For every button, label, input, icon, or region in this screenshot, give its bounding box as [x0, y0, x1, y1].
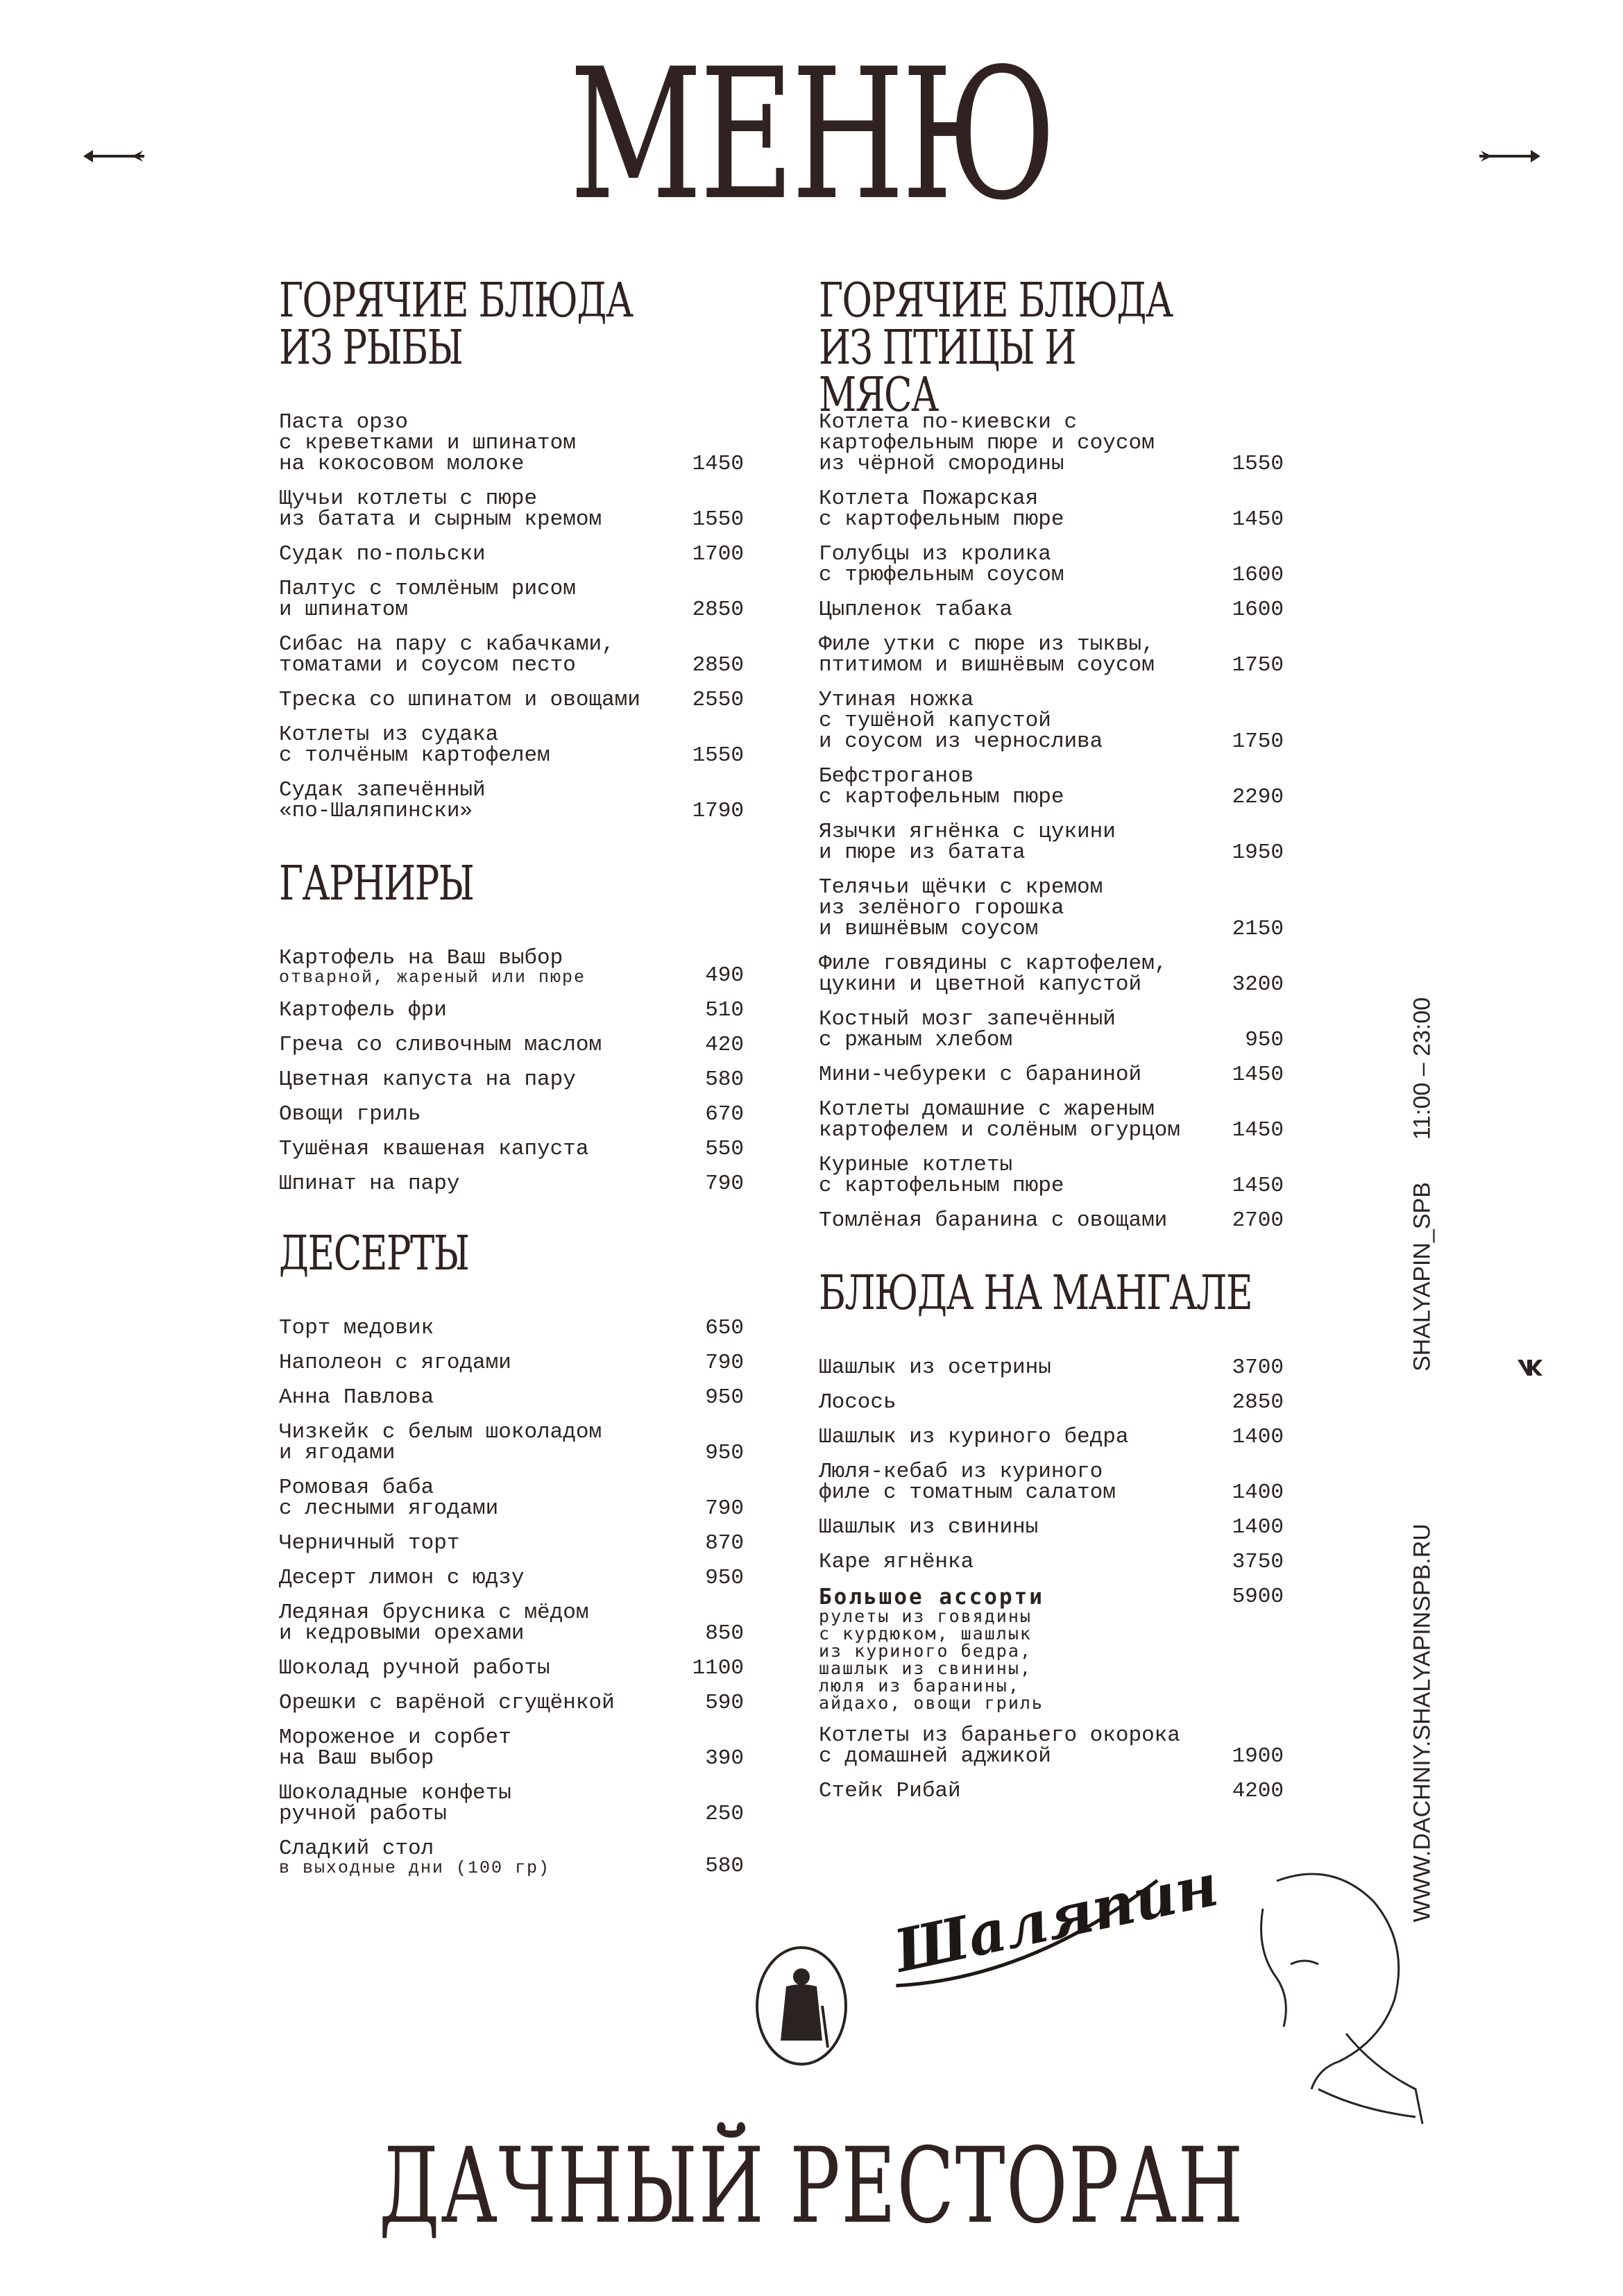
menu-item-title: Щучьи котлеты с пюре из батата и сырным кремом	[279, 487, 602, 532]
menu-item-price: 650	[705, 1316, 744, 1340]
menu-item-title: Овощи гриль	[279, 1102, 421, 1126]
vk-icon	[1516, 1357, 1544, 1378]
menu-item-price: 1550	[692, 507, 744, 532]
menu-item-title: Чизкейк с белым шоколадом и ягодами	[279, 1420, 602, 1465]
menu-item	[819, 1517, 1284, 1538]
menu-item-price: 1600	[1232, 563, 1284, 587]
menu-item	[279, 725, 744, 766]
menu-item-price: 1450	[1232, 1063, 1284, 1087]
section-desserts	[279, 1226, 744, 1878]
menu-item-name	[279, 1318, 668, 1339]
menu-item-price: 2290	[1232, 785, 1284, 809]
menu-item-name	[279, 1603, 668, 1644]
menu-item	[279, 412, 744, 475]
menu-item-title: Торт медовик	[279, 1316, 434, 1340]
right-column	[819, 273, 1284, 1852]
menu-item-name	[819, 877, 1207, 940]
menu-item-name	[819, 600, 1207, 621]
menu-item-title: Картофель на Ваш выбор	[279, 946, 563, 970]
menu-item-title: Тушёная квашеная капуста	[279, 1137, 589, 1161]
menu-item-price: 850	[705, 1621, 744, 1646]
menu-item-name	[819, 634, 1207, 676]
menu-item-price: 1400	[1232, 1425, 1284, 1449]
menu-item-name	[279, 634, 668, 676]
menu-item-price: 1900	[1232, 1744, 1284, 1769]
menu-item	[819, 1358, 1284, 1378]
menu-item	[279, 544, 744, 565]
left-column	[279, 273, 744, 1927]
menu-item-name	[279, 1139, 668, 1160]
menu-item-price: 590	[705, 1691, 744, 1715]
section-title-grill: БЛЮДА НА МАНГАЛЕ	[819, 1266, 1252, 1321]
menu-item-name	[819, 489, 1207, 530]
menu-item-price: 4200	[1232, 1779, 1284, 1803]
emblem-icon	[753, 1943, 850, 2068]
menu-item-price: 1450	[1232, 1118, 1284, 1142]
menu-item-title: Шашлык из осетрины	[819, 1356, 1051, 1380]
menu-item-name	[279, 1353, 668, 1374]
menu-item-price: 1550	[1232, 452, 1284, 476]
menu-item-title: Шоколадные конфеты ручной работы	[279, 1781, 511, 1826]
section-title-desserts: ДЕСЕРТЫ	[279, 1226, 469, 1281]
menu-item	[279, 1725, 744, 1771]
menu-item-title: Цыпленок табака	[819, 598, 1013, 622]
menu-item-title: Ромовая баба с лесными ягодами	[279, 1476, 499, 1521]
menu-item-name	[279, 1174, 668, 1195]
menu-item-price: 1400	[1232, 1515, 1284, 1539]
menu-item-name	[279, 690, 668, 711]
menu-item-title: Наполеон с ягодами	[279, 1351, 511, 1375]
menu-item-price: 870	[705, 1531, 744, 1555]
section-fish	[279, 273, 744, 823]
menu-item-title: Паста орзо с креветками и шпинатом на кокосовом молоке	[279, 410, 576, 476]
menu-item	[819, 1392, 1284, 1413]
menu-item	[819, 1725, 1284, 1767]
menu-item-price: 1950	[1232, 841, 1284, 865]
menu-item-name	[279, 1000, 668, 1021]
menu-item-name	[279, 1387, 668, 1408]
menu-item-name	[819, 1155, 1207, 1197]
menu-item	[279, 1104, 744, 1125]
menu-item-title: Цветная капуста на пару	[279, 1067, 576, 1092]
menu-item-price: 1790	[692, 799, 744, 823]
menu-item-price: 2850	[692, 653, 744, 677]
menu-item-title: Филе говядины с картофелем, цукини и цветной капустой	[819, 952, 1168, 997]
menu-item-name	[819, 1725, 1207, 1767]
menu-item	[279, 1533, 744, 1554]
menu-item-title: Томлёная баранина с овощами	[819, 1208, 1168, 1233]
menu-item	[819, 1065, 1284, 1086]
menu-item	[279, 1568, 744, 1589]
arrow-left-icon	[83, 146, 146, 167]
menu-item	[279, 780, 744, 822]
menu-item-price: 2550	[692, 688, 744, 712]
menu-item-title: Каре ягнёнка	[819, 1550, 974, 1574]
menu-item	[279, 1783, 744, 1825]
website-link[interactable]: WWW.DACHNIY.SHALYAPINSPB.RU	[1409, 1523, 1436, 1923]
menu-item-price: 250	[705, 1802, 744, 1826]
menu-item-price: 1600	[1232, 598, 1284, 622]
svg-text:Шаляпин: Шаляпин	[888, 1850, 1224, 1986]
arrow-right-icon	[1478, 146, 1540, 167]
menu-item-name	[279, 1658, 668, 1679]
menu-item-price: 550	[705, 1137, 744, 1161]
menu-item-name	[819, 544, 1207, 586]
menu-item-name	[279, 1067, 668, 1092]
menu-item-price: 3200	[1232, 972, 1284, 997]
menu-item-name	[819, 1517, 1207, 1538]
menu-item	[819, 1099, 1284, 1141]
menu-item-note: в выходные дни (100 гр)	[279, 1858, 551, 1878]
menu-item-title: Картофель фри	[279, 998, 447, 1022]
menu-item-name	[279, 1839, 668, 1877]
section-grill	[819, 1266, 1284, 1803]
menu-item-title: Котлеты из бараньего окорока с домашней аджикой	[819, 1723, 1180, 1769]
menu-item-title: Судак запечённый «по-Шаляпински»	[279, 778, 486, 823]
menu-item-name	[279, 579, 668, 621]
menu-item-price: 490	[705, 963, 744, 988]
menu-item-name	[279, 544, 668, 565]
menu-item-price: 580	[705, 1067, 744, 1092]
fish-items	[279, 412, 744, 822]
desserts-items	[279, 1318, 744, 1877]
menu-item	[819, 544, 1284, 586]
menu-item-title: Шашлык из свинины	[819, 1515, 1039, 1539]
menu-item-price: 790	[705, 1351, 744, 1375]
menu-item-name	[819, 1210, 1207, 1231]
menu-item	[819, 822, 1284, 863]
menu-item-title: Шпинат на пару	[279, 1172, 460, 1196]
menu-item	[279, 1387, 744, 1408]
menu-item-name	[819, 1781, 1207, 1802]
menu-item-name	[279, 1104, 668, 1125]
menu-item-name	[279, 1533, 668, 1554]
menu-item-note: отварной, жареный или пюре	[279, 968, 586, 988]
menu-item	[279, 1174, 744, 1195]
menu-item	[279, 579, 744, 621]
menu-item	[819, 1210, 1284, 1231]
grill-items	[819, 1358, 1284, 1802]
menu-item-title: Мини-чебуреки с бараниной	[819, 1063, 1142, 1087]
menu-item-price: 2850	[1232, 1390, 1284, 1415]
menu-item-price: 1450	[692, 452, 744, 476]
menu-item-name	[279, 412, 668, 475]
opening-hours: 11:00 – 23:00	[1409, 997, 1436, 1140]
menu-item-title: Стейк Рибай	[819, 1779, 961, 1803]
menu-item-price: 1450	[1232, 1174, 1284, 1198]
menu-item-name	[819, 1552, 1207, 1573]
menu-item	[819, 1462, 1284, 1503]
menu-item-title: Люля-кебаб из куриного филе с томатным салатом	[819, 1460, 1116, 1505]
menu-item	[279, 690, 744, 711]
menu-item	[819, 954, 1284, 995]
social-handle: SHALYAPIN_SPB	[1409, 1182, 1436, 1371]
menu-item-price: 950	[1245, 1028, 1284, 1052]
menu-item-price: 950	[705, 1441, 744, 1465]
menu-item-title: Язычки ягнёнка с цукини и пюре из батата	[819, 820, 1116, 865]
menu-item-price: 1400	[1232, 1480, 1284, 1505]
menu-item-title: Сладкий стол	[279, 1837, 434, 1861]
menu-item	[279, 1000, 744, 1021]
menu-item-price: 1700	[692, 542, 744, 566]
menu-item-title: Утиная ножка с тушёной капустой и соусом из чернослива	[819, 688, 1103, 754]
menu-item-title: Сибас на пару с кабачками, томатами и соусом песто	[279, 632, 615, 677]
menu-item-price: 2850	[692, 598, 744, 622]
menu-item-price: 1450	[1232, 507, 1284, 532]
menu-item-name	[279, 1422, 668, 1464]
menu-item-name	[819, 1587, 1207, 1712]
menu-item-name	[279, 1035, 668, 1056]
menu-item-price: 1750	[1232, 653, 1284, 677]
menu-item-title: Бефстроганов с картофельным пюре	[819, 764, 1064, 809]
menu-item-name	[279, 725, 668, 766]
menu-item	[819, 690, 1284, 752]
menu-item-title: Котлета по-киевски с картофельным пюре и соусом из чёрной смородины	[819, 410, 1155, 476]
menu-item-title: Костный мозг запечённый с ржаным хлебом	[819, 1007, 1116, 1052]
portrait-sketch	[1235, 1860, 1429, 2124]
menu-item-title: Шоколад ручной работы	[279, 1656, 550, 1680]
menu-item-price: 580	[705, 1854, 744, 1878]
menu-item	[819, 634, 1284, 676]
menu-item-title: Лосось	[819, 1390, 897, 1415]
menu-item-name	[819, 690, 1207, 752]
menu-item-name	[279, 489, 668, 530]
menu-item	[819, 1781, 1284, 1802]
menu-item	[819, 1587, 1284, 1712]
menu-item-name	[279, 1568, 668, 1589]
menu-item-name	[819, 1392, 1207, 1413]
menu-item-price: 950	[705, 1566, 744, 1590]
menu-item-name	[819, 1009, 1207, 1051]
menu-item-name	[819, 1427, 1207, 1448]
menu-item-name	[819, 822, 1207, 863]
menu-item-price: 2700	[1232, 1208, 1284, 1233]
menu-item-price: 950	[705, 1385, 744, 1410]
menu-item-title: Котлеты из судака с толчёным картофелем	[279, 723, 550, 768]
menu-item-price: 3700	[1232, 1356, 1284, 1380]
section-meat	[819, 273, 1284, 1233]
menu-item-title: Ледяная брусника с мёдом и кедровыми орехами	[279, 1601, 589, 1646]
menu-item-title: Филе утки с пюре из тыквы, птитимом и вишнёвым соусом	[819, 632, 1155, 677]
menu-item	[279, 1603, 744, 1644]
menu-item-title: Мороженое и сорбет на Ваш выбор	[279, 1725, 511, 1771]
menu-item-price: 670	[705, 1102, 744, 1126]
menu-item-title: Десерт лимон с юдзу	[279, 1566, 525, 1590]
menu-title: МЕНЮ	[569, 31, 1054, 240]
menu-item-price: 790	[705, 1172, 744, 1196]
menu-item-name	[279, 948, 668, 986]
menu-item-title: Орешки с варёной сгущёнкой	[279, 1691, 615, 1715]
menu-item-title: Палтус с томлёным рисом и шпинатом	[279, 577, 576, 622]
menu-item-title: Котлеты домашние с жареным картофелем и солёным огурцом	[819, 1097, 1180, 1142]
section-title-fish: ГОРЯЧИЕ БЛЮДА ИЗ РЫБЫ	[279, 273, 633, 375]
menu-item-title: Судак по-польски	[279, 542, 486, 566]
menu-item-price: 390	[705, 1746, 744, 1771]
menu-item-note: рулеты из говядины с курдюком, шашлык из куриного бедра, шашлык из свинины, люля из баранины, айдахо, овощи гриль	[819, 1606, 1044, 1713]
menu-item	[279, 1035, 744, 1056]
signature-logo	[874, 1850, 1224, 2016]
menu-item	[279, 1478, 744, 1519]
menu-item-name	[819, 1099, 1207, 1141]
menu-item-price: 790	[705, 1496, 744, 1521]
menu-item	[279, 1839, 744, 1877]
meat-items	[819, 412, 1284, 1231]
menu-item	[819, 489, 1284, 530]
section-garnish	[279, 856, 744, 1196]
restaurant-name: ДАЧНЫЙ РЕСТОРАН	[379, 2126, 1244, 2247]
menu-item-price: 5900	[1232, 1585, 1284, 1609]
menu-item-name	[279, 1783, 668, 1825]
menu-item-name	[279, 1725, 668, 1771]
menu-item	[279, 489, 744, 530]
menu-item-price: 3750	[1232, 1550, 1284, 1574]
menu-item-name	[819, 766, 1207, 808]
menu-item	[819, 1552, 1284, 1573]
menu-item-title: Котлета Пожарская с картофельным пюре	[819, 487, 1064, 532]
menu-item-title: Куриные котлеты с картофельным пюре	[819, 1153, 1064, 1198]
menu-item	[279, 1422, 744, 1464]
menu-item	[279, 1693, 744, 1714]
menu-item	[819, 877, 1284, 940]
menu-item	[279, 634, 744, 676]
menu-item-name	[279, 1693, 668, 1714]
menu-item-title: Голубцы из кролика с трюфельным соусом	[819, 542, 1064, 587]
menu-item-name	[279, 780, 668, 822]
garnish-items	[279, 948, 744, 1195]
menu-item	[819, 1155, 1284, 1197]
menu-item-price: 420	[705, 1033, 744, 1057]
menu-item-price: 2150	[1232, 917, 1284, 941]
menu-item	[279, 1353, 744, 1374]
menu-item-name	[819, 1358, 1207, 1378]
menu-item	[279, 1658, 744, 1679]
signature-scribble	[874, 1850, 1224, 2000]
menu-item	[819, 766, 1284, 808]
menu-item	[279, 1139, 744, 1160]
menu-item	[279, 1067, 744, 1092]
menu-item-price: 1750	[1232, 729, 1284, 754]
menu-item-title: Греча со сливочным маслом	[279, 1033, 602, 1057]
menu-item-title: Треска со шпинатом и овощами	[279, 688, 640, 712]
menu-item-title: Телячьи щёчки с кремом из зелёного горошка и вишнёвым соусом	[819, 875, 1103, 941]
menu-item-title: Черничный торт	[279, 1531, 460, 1555]
menu-item-price: 510	[705, 998, 744, 1022]
menu-item-price: 1100	[692, 1656, 744, 1680]
menu-item-name	[819, 954, 1207, 995]
menu-item-title: Большое ассорти	[819, 1585, 1044, 1610]
menu-item	[279, 1318, 744, 1339]
menu-item-title: Анна Павлова	[279, 1385, 434, 1410]
menu-item	[819, 1427, 1284, 1448]
menu-item-name	[819, 1462, 1207, 1503]
menu-item-name	[279, 1478, 668, 1519]
menu-item	[819, 600, 1284, 621]
menu-item-name	[819, 1065, 1207, 1086]
menu-item-title: Шашлык из куриного бедра	[819, 1425, 1129, 1449]
menu-item	[279, 948, 744, 986]
menu-item-price: 1550	[692, 743, 744, 768]
menu-item	[819, 1009, 1284, 1051]
section-title-garnish: ГАРНИРЫ	[279, 856, 474, 911]
section-title-meat: ГОРЯЧИЕ БЛЮДА ИЗ ПТИЦЫ И МЯСА	[819, 273, 1173, 423]
